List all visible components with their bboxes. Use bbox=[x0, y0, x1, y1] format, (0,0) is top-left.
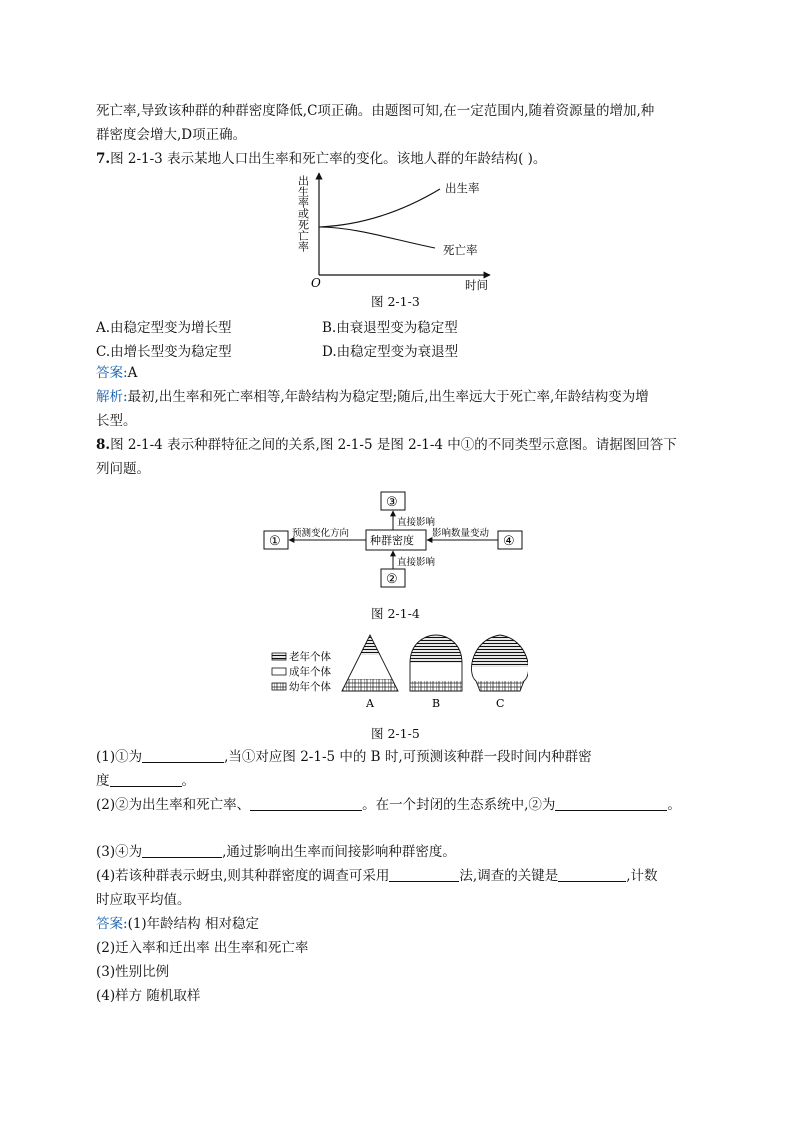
figure-2-1-4 bbox=[262, 488, 532, 588]
sub-question-4-text-c: ,计数 bbox=[626, 868, 658, 884]
sub-question-2-text-a: (2)②为出生率和死亡率、 bbox=[96, 797, 251, 813]
legend-adult-label: 成年个体 bbox=[289, 666, 331, 678]
question-8-text: 图 2-1-4 表示种群特征之间的关系,图 2-1-5 是图 2-1-4 中①的不同类型示意图。请据图回答下 bbox=[110, 437, 677, 453]
text-line-2: 群密度会增大,D项正确。 bbox=[96, 127, 247, 143]
explanation-7 bbox=[96, 388, 649, 406]
figure-2-1-5-caption: 图 2-1-5 bbox=[371, 726, 420, 741]
question-7-number: 7. bbox=[96, 151, 111, 167]
pyramid-b-label: B bbox=[432, 697, 441, 710]
question-8 bbox=[96, 436, 677, 454]
death-rate-label: 死亡率 bbox=[443, 243, 478, 257]
answer-7 bbox=[96, 364, 137, 382]
box-1-label: ① bbox=[269, 534, 281, 549]
option-b: B.由衰退型变为稳定型 bbox=[322, 320, 458, 336]
birth-rate-curve bbox=[319, 189, 440, 227]
figure-2-1-3-caption: 图 2-1-3 bbox=[371, 294, 420, 309]
blank-4[interactable] bbox=[555, 797, 667, 811]
sub-question-1-text-a: (1)①为 bbox=[96, 749, 143, 765]
sub-question-3-text-b: ,通过影响出生率而间接影响种群密度。 bbox=[222, 844, 456, 860]
answer-8-part-4: (4)样方 随机取样 bbox=[96, 988, 201, 1004]
answer-8-part-2: (2)迁入率和迁出率 出生率和死亡率 bbox=[96, 940, 309, 956]
pyramid-c bbox=[464, 633, 528, 693]
question-7-text: 图 2-1-3 表示某地人口出生率和死亡率的变化。该地人群的年龄结构( )。 bbox=[110, 151, 547, 167]
sub-question-1-text-c: 度 bbox=[96, 773, 110, 789]
blank-5[interactable] bbox=[142, 844, 222, 858]
option-c: C.由增长型变为稳定型 bbox=[96, 344, 232, 360]
sub-question-2-text-b: 。在一个封闭的生态系统中,②为 bbox=[362, 797, 556, 813]
sub-question-2-text-c: 。 bbox=[667, 797, 681, 813]
legend-young-label: 幼年个体 bbox=[289, 681, 331, 693]
center-label: 种群密度 bbox=[370, 534, 414, 547]
figure-2-1-5 bbox=[268, 633, 528, 713]
answer-7-value: A bbox=[127, 365, 138, 381]
explanation-7-text: 最初,出生率和死亡率相等,年龄结构为稳定型;随后,出生率远大于死亡率,年龄结构变为增 bbox=[127, 389, 649, 405]
legend-old-label: 老年个体 bbox=[289, 651, 331, 663]
explanation-7-cont: 长型。 bbox=[96, 413, 137, 429]
sub-question-2 bbox=[96, 796, 681, 814]
answer-8 bbox=[96, 915, 259, 933]
sub-question-4-cont: 时应取平均值。 bbox=[96, 892, 191, 908]
sub-question-1 bbox=[96, 748, 592, 766]
answer-8-part-3: (3)性别比例 bbox=[96, 964, 170, 980]
left-arrow-label: 预测变化方向 bbox=[292, 528, 350, 539]
answer-8-part-1: (1)年龄结构 相对稳定 bbox=[127, 916, 259, 932]
option-a: A.由稳定型变为增长型 bbox=[96, 320, 232, 336]
birth-rate-label: 出生率 bbox=[445, 181, 480, 195]
box-3-label: ③ bbox=[386, 495, 398, 510]
pyramid-a-label: A bbox=[366, 697, 374, 710]
legend-adult-swatch bbox=[272, 668, 286, 675]
legend-old-swatch bbox=[272, 653, 286, 660]
answer-8-label: 答案: bbox=[96, 916, 128, 932]
explanation-7-label: 解析: bbox=[96, 389, 128, 405]
sub-question-3 bbox=[96, 843, 456, 861]
sub-question-3-text-a: (3)④为 bbox=[96, 844, 143, 860]
sub-question-4-text-a: (4)若该种群表示蚜虫,则其种群密度的调查可采用 bbox=[96, 868, 390, 884]
pyramid-a bbox=[338, 633, 402, 693]
right-arrow-label: 影响数量变动 bbox=[432, 528, 490, 539]
box-4-label: ④ bbox=[503, 534, 515, 549]
question-8-number: 8. bbox=[96, 437, 111, 453]
up-arrow-label: 直接影响 bbox=[397, 517, 436, 528]
question-8-cont: 列问题。 bbox=[96, 461, 150, 477]
y-axis-label: 出生率或死亡率 bbox=[296, 175, 310, 252]
text-line-1: 死亡率,导致该种群的种群密度降低,C项正确。由题图可知,在一定范围内,随着资源量的增加,种 bbox=[96, 103, 655, 119]
blank-3[interactable] bbox=[250, 797, 362, 811]
blank-2[interactable] bbox=[110, 773, 182, 787]
blank-6[interactable] bbox=[389, 868, 459, 882]
down-arrow-label: 直接影响 bbox=[397, 557, 436, 568]
blank-7[interactable] bbox=[558, 868, 626, 882]
sub-question-1-cont bbox=[96, 772, 195, 790]
sub-question-4 bbox=[96, 867, 658, 885]
death-rate-curve bbox=[319, 227, 435, 248]
figure-2-1-4-caption: 图 2-1-4 bbox=[371, 606, 420, 621]
sub-question-1-text-b: ,当①对应图 2-1-5 中的 B 时,可预测该种群一段时间内种群密 bbox=[224, 749, 592, 765]
figure-2-1-3 bbox=[295, 165, 500, 295]
pyramid-c-label: C bbox=[496, 697, 505, 710]
answer-7-label: 答案: bbox=[96, 365, 128, 381]
sub-question-4-text-b: 法,调查的关键是 bbox=[459, 868, 559, 884]
legend-young-swatch bbox=[272, 683, 286, 690]
pyramid-b bbox=[406, 633, 466, 693]
blank-1[interactable] bbox=[142, 749, 224, 763]
origin-label: O bbox=[311, 276, 321, 290]
option-d: D.由稳定型变为衰退型 bbox=[322, 344, 459, 360]
x-axis-label: 时间 bbox=[465, 278, 488, 292]
sub-question-1-text-d: 。 bbox=[181, 773, 195, 789]
box-2-label: ② bbox=[386, 572, 398, 587]
